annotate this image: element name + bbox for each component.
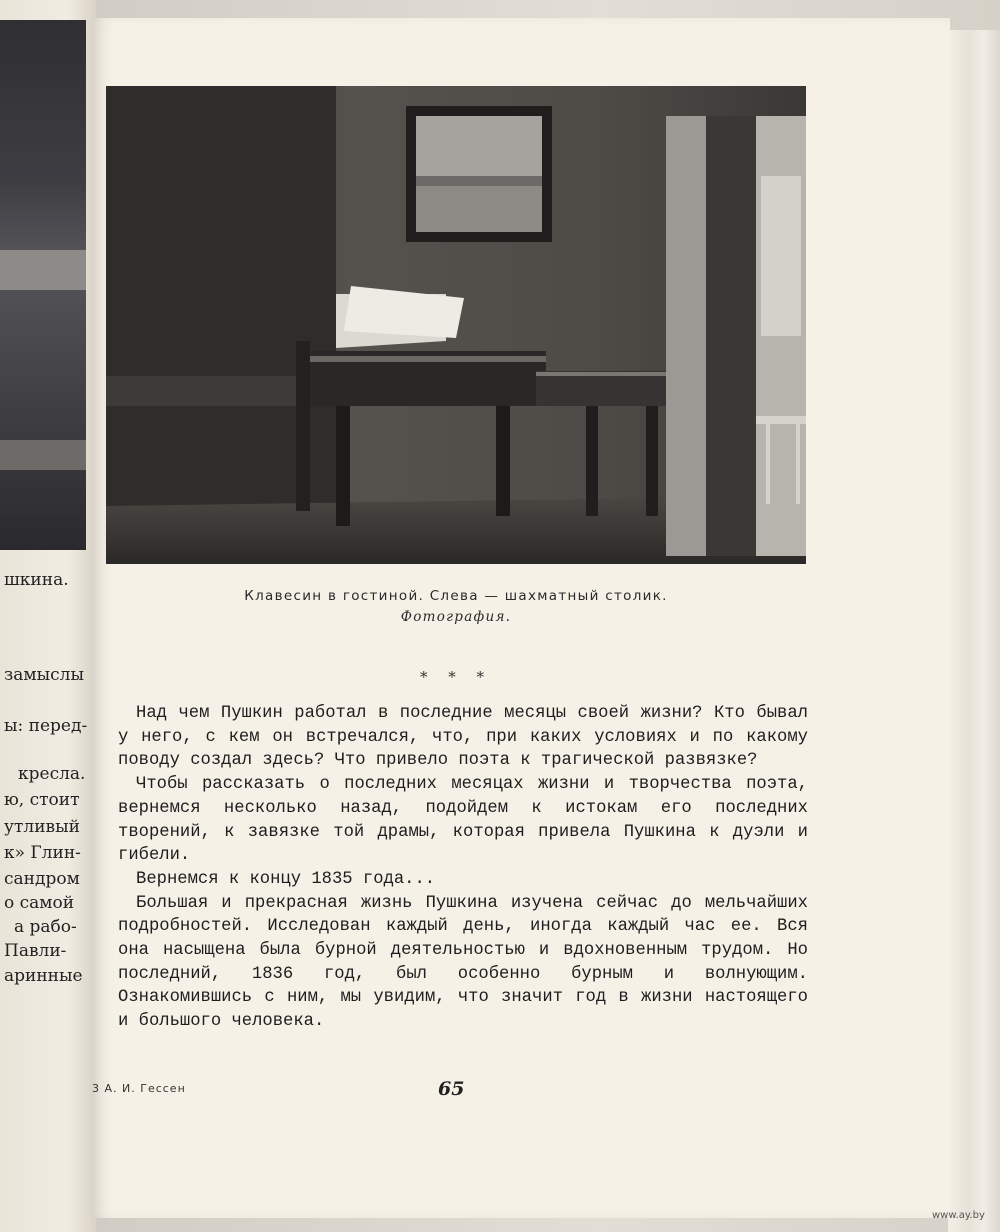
paragraph: Чтобы рассказать о последних месяцах жизни и творчества поэта, вернемся несколько назад, подойдем к истокам его последних творений, к завязке той драмы, которая привела Пушкина к дуэли и гибели.	[118, 775, 808, 866]
left-page-line: а рабо-	[14, 917, 77, 937]
book-page	[92, 18, 950, 1218]
left-page-line: кресла.	[18, 764, 86, 784]
left-page-line: аринные	[4, 966, 83, 986]
left-page-line: о самой	[4, 893, 75, 913]
right-page-edges	[948, 30, 1000, 1232]
left-page-line: сандром	[4, 869, 80, 889]
left-page-line: утливый	[4, 817, 80, 837]
left-page-line: ы: перед-	[4, 716, 88, 736]
paragraph: Над чем Пушкин работал в последние месяцы своей жизни? Кто бывал у него, с кем он встречался, что, при каких условиях и по какому поводу создал здесь? Что привело поэта к трагической развязке?	[118, 704, 808, 771]
watermark: www.ay.by	[932, 1210, 985, 1221]
left-page-line: к» Глин-	[4, 843, 81, 863]
left-page-line: Павли-	[4, 941, 67, 961]
harpsichord-photo-illustration	[106, 86, 806, 564]
body-text	[118, 702, 808, 1034]
caption-line-2: Фотография.	[400, 609, 512, 625]
left-page-photo	[0, 20, 86, 550]
left-page	[0, 0, 96, 1232]
printer-signature: 3 А. И. Гессен	[92, 1082, 186, 1095]
paragraph: Вернемся к концу 1835 года...	[136, 869, 436, 889]
left-page-line: замыслы	[4, 665, 85, 685]
harpsichord-photo	[106, 86, 806, 564]
left-page-line: ю, стоит	[4, 790, 80, 810]
left-page-line: шкина.	[4, 570, 69, 590]
caption-line-1: Клавесин в гостиной. Слева — шахматный столик.	[244, 588, 668, 604]
paragraph: Большая и прекрасная жизнь Пушкина изучена сейчас до мельчайших подробностей. Исследован каждый день, иногда каждый час ее. Вся она насыщена была бурной деятельностью и вдохновенным трудом. Но последний, 1836 год, был особенно бурным и волнующим. Ознакомившись с ним, мы увидим, что значит год в жизни настоящего и большого человека.	[118, 893, 808, 1032]
photo-caption	[106, 586, 806, 628]
section-separator: * * *	[419, 668, 493, 686]
page-number: 65	[438, 1078, 465, 1100]
